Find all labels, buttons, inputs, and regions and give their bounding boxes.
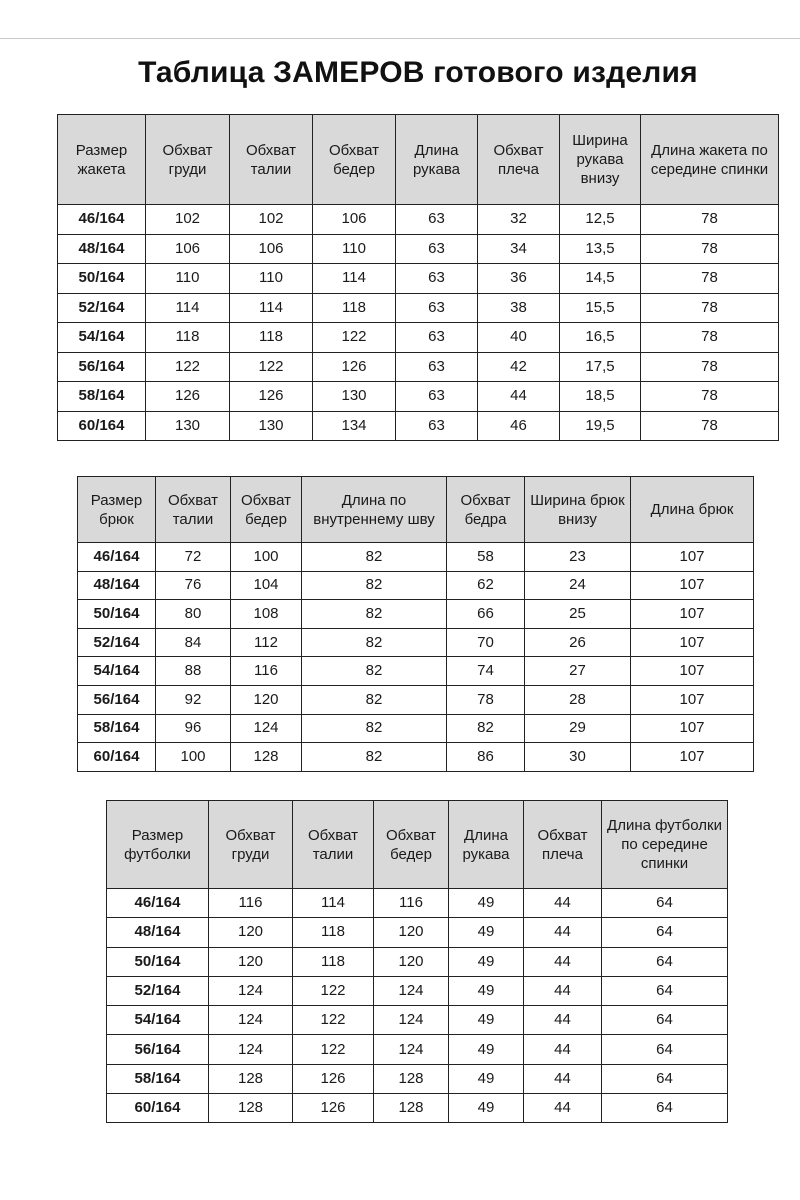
measurement-cell: 116 xyxy=(231,657,302,686)
column-header: Длина рукава xyxy=(449,801,524,889)
measurement-cell: 88 xyxy=(156,657,231,686)
measurement-cell: 102 xyxy=(230,205,313,235)
size-cell: 50/164 xyxy=(58,264,146,294)
table-row xyxy=(107,1064,728,1093)
measurement-cell: 82 xyxy=(302,685,447,714)
measurement-cell: 15,5 xyxy=(560,293,641,323)
size-cell: 60/164 xyxy=(107,1094,209,1123)
measurement-cell: 16,5 xyxy=(560,323,641,353)
measurement-cell: 63 xyxy=(396,411,478,441)
table-row xyxy=(78,600,754,629)
measurement-cell: 64 xyxy=(602,1006,728,1035)
measurement-cell: 130 xyxy=(313,382,396,412)
column-header: Длина по внутреннему шву xyxy=(302,477,447,543)
measurement-cell: 124 xyxy=(374,1006,449,1035)
size-cell: 56/164 xyxy=(78,685,156,714)
measurement-cell: 44 xyxy=(524,1035,602,1064)
size-cell: 48/164 xyxy=(78,571,156,600)
measurement-cell: 122 xyxy=(230,352,313,382)
measurement-cell: 124 xyxy=(374,976,449,1005)
column-header: Ширина брюк внизу xyxy=(525,477,631,543)
measurement-cell: 126 xyxy=(293,1064,374,1093)
measurement-cell: 82 xyxy=(302,543,447,572)
table-row xyxy=(78,743,754,772)
column-header: Обхват бедер xyxy=(313,115,396,205)
measurement-cell: 13,5 xyxy=(560,234,641,264)
measurement-cell: 70 xyxy=(447,628,525,657)
pants-measurements-table xyxy=(77,476,754,772)
size-cell: 58/164 xyxy=(58,382,146,412)
table-row xyxy=(58,411,779,441)
tshirt-measurements-table xyxy=(106,800,728,1123)
measurement-cell: 19,5 xyxy=(560,411,641,441)
table-row xyxy=(78,543,754,572)
measurement-cell: 78 xyxy=(641,411,779,441)
measurement-cell: 110 xyxy=(313,234,396,264)
table-row xyxy=(107,918,728,947)
size-cell: 56/164 xyxy=(107,1035,209,1064)
measurement-cell: 107 xyxy=(631,714,754,743)
size-cell: 54/164 xyxy=(107,1006,209,1035)
measurement-cell: 25 xyxy=(525,600,631,629)
column-header: Обхват талии xyxy=(230,115,313,205)
size-cell: 60/164 xyxy=(78,743,156,772)
size-cell: 60/164 xyxy=(58,411,146,441)
column-header: Размер жакета xyxy=(58,115,146,205)
size-cell: 54/164 xyxy=(78,657,156,686)
measurement-cell: 64 xyxy=(602,947,728,976)
measurement-cell: 122 xyxy=(293,1035,374,1064)
size-cell: 58/164 xyxy=(107,1064,209,1093)
size-cell: 50/164 xyxy=(107,947,209,976)
measurement-cell: 120 xyxy=(374,918,449,947)
measurement-cell: 96 xyxy=(156,714,231,743)
measurement-cell: 86 xyxy=(447,743,525,772)
measurement-cell: 104 xyxy=(231,571,302,600)
column-header: Обхват бедра xyxy=(447,477,525,543)
column-header: Обхват талии xyxy=(293,801,374,889)
measurement-cell: 23 xyxy=(525,543,631,572)
measurement-cell: 128 xyxy=(374,1064,449,1093)
measurement-cell: 44 xyxy=(478,382,560,412)
measurement-cell: 74 xyxy=(447,657,525,686)
measurement-cell: 108 xyxy=(231,600,302,629)
measurement-cell: 107 xyxy=(631,743,754,772)
measurement-cell: 128 xyxy=(231,743,302,772)
column-header: Длина рукава xyxy=(396,115,478,205)
size-cell: 46/164 xyxy=(58,205,146,235)
table-row xyxy=(107,889,728,918)
measurement-cell: 120 xyxy=(209,918,293,947)
table-row xyxy=(58,205,779,235)
measurement-cell: 100 xyxy=(156,743,231,772)
table-row xyxy=(78,571,754,600)
column-header: Обхват бедер xyxy=(231,477,302,543)
measurement-cell: 17,5 xyxy=(560,352,641,382)
measurement-cell: 112 xyxy=(231,628,302,657)
measurement-cell: 64 xyxy=(602,976,728,1005)
measurement-cell: 44 xyxy=(524,1064,602,1093)
column-header: Длина футболки по середине спинки xyxy=(602,801,728,889)
table-row xyxy=(58,382,779,412)
measurement-cell: 63 xyxy=(396,234,478,264)
measurement-cell: 49 xyxy=(449,889,524,918)
size-cell: 56/164 xyxy=(58,352,146,382)
measurement-cell: 114 xyxy=(146,293,230,323)
measurement-cell: 126 xyxy=(293,1094,374,1123)
measurement-cell: 122 xyxy=(293,976,374,1005)
measurement-cell: 14,5 xyxy=(560,264,641,294)
measurement-cell: 126 xyxy=(230,382,313,412)
measurement-cell: 28 xyxy=(525,685,631,714)
measurement-cell: 82 xyxy=(447,714,525,743)
measurement-cell: 128 xyxy=(209,1094,293,1123)
measurement-cell: 106 xyxy=(230,234,313,264)
measurement-cell: 58 xyxy=(447,543,525,572)
measurement-cell: 106 xyxy=(146,234,230,264)
size-cell: 46/164 xyxy=(107,889,209,918)
measurement-cell: 44 xyxy=(524,889,602,918)
measurement-cell: 124 xyxy=(209,976,293,1005)
measurement-cell: 36 xyxy=(478,264,560,294)
measurement-cell: 78 xyxy=(641,352,779,382)
measurement-cell: 110 xyxy=(146,264,230,294)
measurement-cell: 44 xyxy=(524,1006,602,1035)
table-row xyxy=(58,352,779,382)
table-row xyxy=(107,1035,728,1064)
measurement-cell: 24 xyxy=(525,571,631,600)
measurement-cell: 64 xyxy=(602,918,728,947)
measurement-cell: 49 xyxy=(449,1064,524,1093)
measurement-cell: 126 xyxy=(146,382,230,412)
measurement-cell: 62 xyxy=(447,571,525,600)
measurement-cell: 44 xyxy=(524,918,602,947)
measurement-cell: 78 xyxy=(447,685,525,714)
table-header-row xyxy=(107,801,728,889)
size-cell: 58/164 xyxy=(78,714,156,743)
measurement-cell: 124 xyxy=(209,1006,293,1035)
column-header: Обхват плеча xyxy=(478,115,560,205)
size-cell: 46/164 xyxy=(78,543,156,572)
measurement-cell: 78 xyxy=(641,205,779,235)
measurement-cell: 128 xyxy=(209,1064,293,1093)
measurement-cell: 64 xyxy=(602,1035,728,1064)
measurement-cell: 78 xyxy=(641,234,779,264)
size-cell: 48/164 xyxy=(107,918,209,947)
measurement-cell: 124 xyxy=(209,1035,293,1064)
measurement-cell: 92 xyxy=(156,685,231,714)
measurement-cell: 64 xyxy=(602,1094,728,1123)
measurement-cell: 114 xyxy=(313,264,396,294)
measurement-cell: 118 xyxy=(146,323,230,353)
measurement-cell: 82 xyxy=(302,600,447,629)
column-header: Обхват груди xyxy=(209,801,293,889)
measurement-cell: 106 xyxy=(313,205,396,235)
measurement-cell: 130 xyxy=(146,411,230,441)
measurement-cell: 76 xyxy=(156,571,231,600)
measurement-cell: 44 xyxy=(524,976,602,1005)
measurement-cell: 122 xyxy=(293,1006,374,1035)
size-cell: 52/164 xyxy=(78,628,156,657)
table-row xyxy=(107,947,728,976)
measurement-cell: 107 xyxy=(631,685,754,714)
jacket-measurements-table xyxy=(57,114,779,441)
measurement-cell: 107 xyxy=(631,571,754,600)
measurement-cell: 63 xyxy=(396,264,478,294)
measurement-cell: 122 xyxy=(146,352,230,382)
table-row xyxy=(58,234,779,264)
measurement-cell: 114 xyxy=(230,293,313,323)
measurement-cell: 110 xyxy=(230,264,313,294)
measurement-cell: 64 xyxy=(602,1064,728,1093)
measurement-cell: 120 xyxy=(374,947,449,976)
column-header: Размер брюк xyxy=(78,477,156,543)
measurement-cell: 49 xyxy=(449,976,524,1005)
table-row xyxy=(107,1006,728,1035)
measurement-cell: 122 xyxy=(313,323,396,353)
measurement-cell: 63 xyxy=(396,205,478,235)
measurement-cell: 12,5 xyxy=(560,205,641,235)
measurement-cell: 84 xyxy=(156,628,231,657)
measurement-cell: 124 xyxy=(374,1035,449,1064)
measurement-cell: 78 xyxy=(641,293,779,323)
column-header: Обхват плеча xyxy=(524,801,602,889)
measurement-cell: 126 xyxy=(313,352,396,382)
measurement-cell: 118 xyxy=(293,947,374,976)
measurement-cell: 42 xyxy=(478,352,560,382)
measurement-cell: 100 xyxy=(231,543,302,572)
measurement-cell: 72 xyxy=(156,543,231,572)
measurement-cell: 134 xyxy=(313,411,396,441)
table-row xyxy=(78,685,754,714)
measurement-cell: 26 xyxy=(525,628,631,657)
measurement-cell: 78 xyxy=(641,382,779,412)
column-header: Обхват груди xyxy=(146,115,230,205)
measurement-cell: 44 xyxy=(524,947,602,976)
size-cell: 52/164 xyxy=(107,976,209,1005)
measurement-cell: 116 xyxy=(374,889,449,918)
measurement-cell: 63 xyxy=(396,382,478,412)
measurement-cell: 44 xyxy=(524,1094,602,1123)
measurement-cell: 128 xyxy=(374,1094,449,1123)
measurement-cell: 49 xyxy=(449,1094,524,1123)
measurement-cell: 130 xyxy=(230,411,313,441)
measurement-cell: 63 xyxy=(396,323,478,353)
measurement-cell: 32 xyxy=(478,205,560,235)
table-row xyxy=(58,323,779,353)
size-cell: 54/164 xyxy=(58,323,146,353)
measurement-cell: 120 xyxy=(209,947,293,976)
measurement-cell: 120 xyxy=(231,685,302,714)
measurement-cell: 66 xyxy=(447,600,525,629)
column-header: Обхват бедер xyxy=(374,801,449,889)
top-divider xyxy=(0,38,800,39)
measurement-cell: 49 xyxy=(449,1035,524,1064)
size-cell: 48/164 xyxy=(58,234,146,264)
table-row xyxy=(78,657,754,686)
measurement-cell: 82 xyxy=(302,714,447,743)
measurement-cell: 27 xyxy=(525,657,631,686)
measurement-cell: 118 xyxy=(313,293,396,323)
column-header: Длина жакета по середине спинки xyxy=(641,115,779,205)
table-row xyxy=(78,714,754,743)
measurement-cell: 78 xyxy=(641,264,779,294)
measurement-cell: 40 xyxy=(478,323,560,353)
measurement-cell: 49 xyxy=(449,918,524,947)
measurement-cell: 82 xyxy=(302,628,447,657)
table-row xyxy=(107,1094,728,1123)
measurement-cell: 63 xyxy=(396,352,478,382)
measurement-cell: 80 xyxy=(156,600,231,629)
column-header: Длина брюк xyxy=(631,477,754,543)
measurement-cell: 107 xyxy=(631,628,754,657)
measurement-cell: 118 xyxy=(293,918,374,947)
column-header: Ширина рукава внизу xyxy=(560,115,641,205)
measurement-cell: 107 xyxy=(631,600,754,629)
measurement-cell: 38 xyxy=(478,293,560,323)
table-row xyxy=(58,264,779,294)
measurement-cell: 82 xyxy=(302,657,447,686)
measurement-cell: 107 xyxy=(631,543,754,572)
page-title: Таблица ЗАМЕРОВ готового изделия xyxy=(138,56,698,89)
size-cell: 52/164 xyxy=(58,293,146,323)
measurement-cell: 118 xyxy=(230,323,313,353)
measurement-cell: 49 xyxy=(449,1006,524,1035)
measurement-cell: 46 xyxy=(478,411,560,441)
measurement-cell: 30 xyxy=(525,743,631,772)
measurement-cell: 114 xyxy=(293,889,374,918)
measurement-cell: 78 xyxy=(641,323,779,353)
table-row xyxy=(107,976,728,1005)
column-header: Размер футболки xyxy=(107,801,209,889)
measurement-cell: 34 xyxy=(478,234,560,264)
table-row xyxy=(78,628,754,657)
measurement-cell: 18,5 xyxy=(560,382,641,412)
measurement-cell: 116 xyxy=(209,889,293,918)
measurement-cell: 124 xyxy=(231,714,302,743)
column-header: Обхват талии xyxy=(156,477,231,543)
measurement-cell: 107 xyxy=(631,657,754,686)
table-row xyxy=(58,293,779,323)
table-header-row xyxy=(78,477,754,543)
table-header-row xyxy=(58,115,779,205)
measurement-cell: 102 xyxy=(146,205,230,235)
measurement-cell: 63 xyxy=(396,293,478,323)
measurement-cell: 82 xyxy=(302,743,447,772)
measurement-cell: 64 xyxy=(602,889,728,918)
measurement-cell: 49 xyxy=(449,947,524,976)
measurement-cell: 29 xyxy=(525,714,631,743)
size-cell: 50/164 xyxy=(78,600,156,629)
measurement-cell: 82 xyxy=(302,571,447,600)
